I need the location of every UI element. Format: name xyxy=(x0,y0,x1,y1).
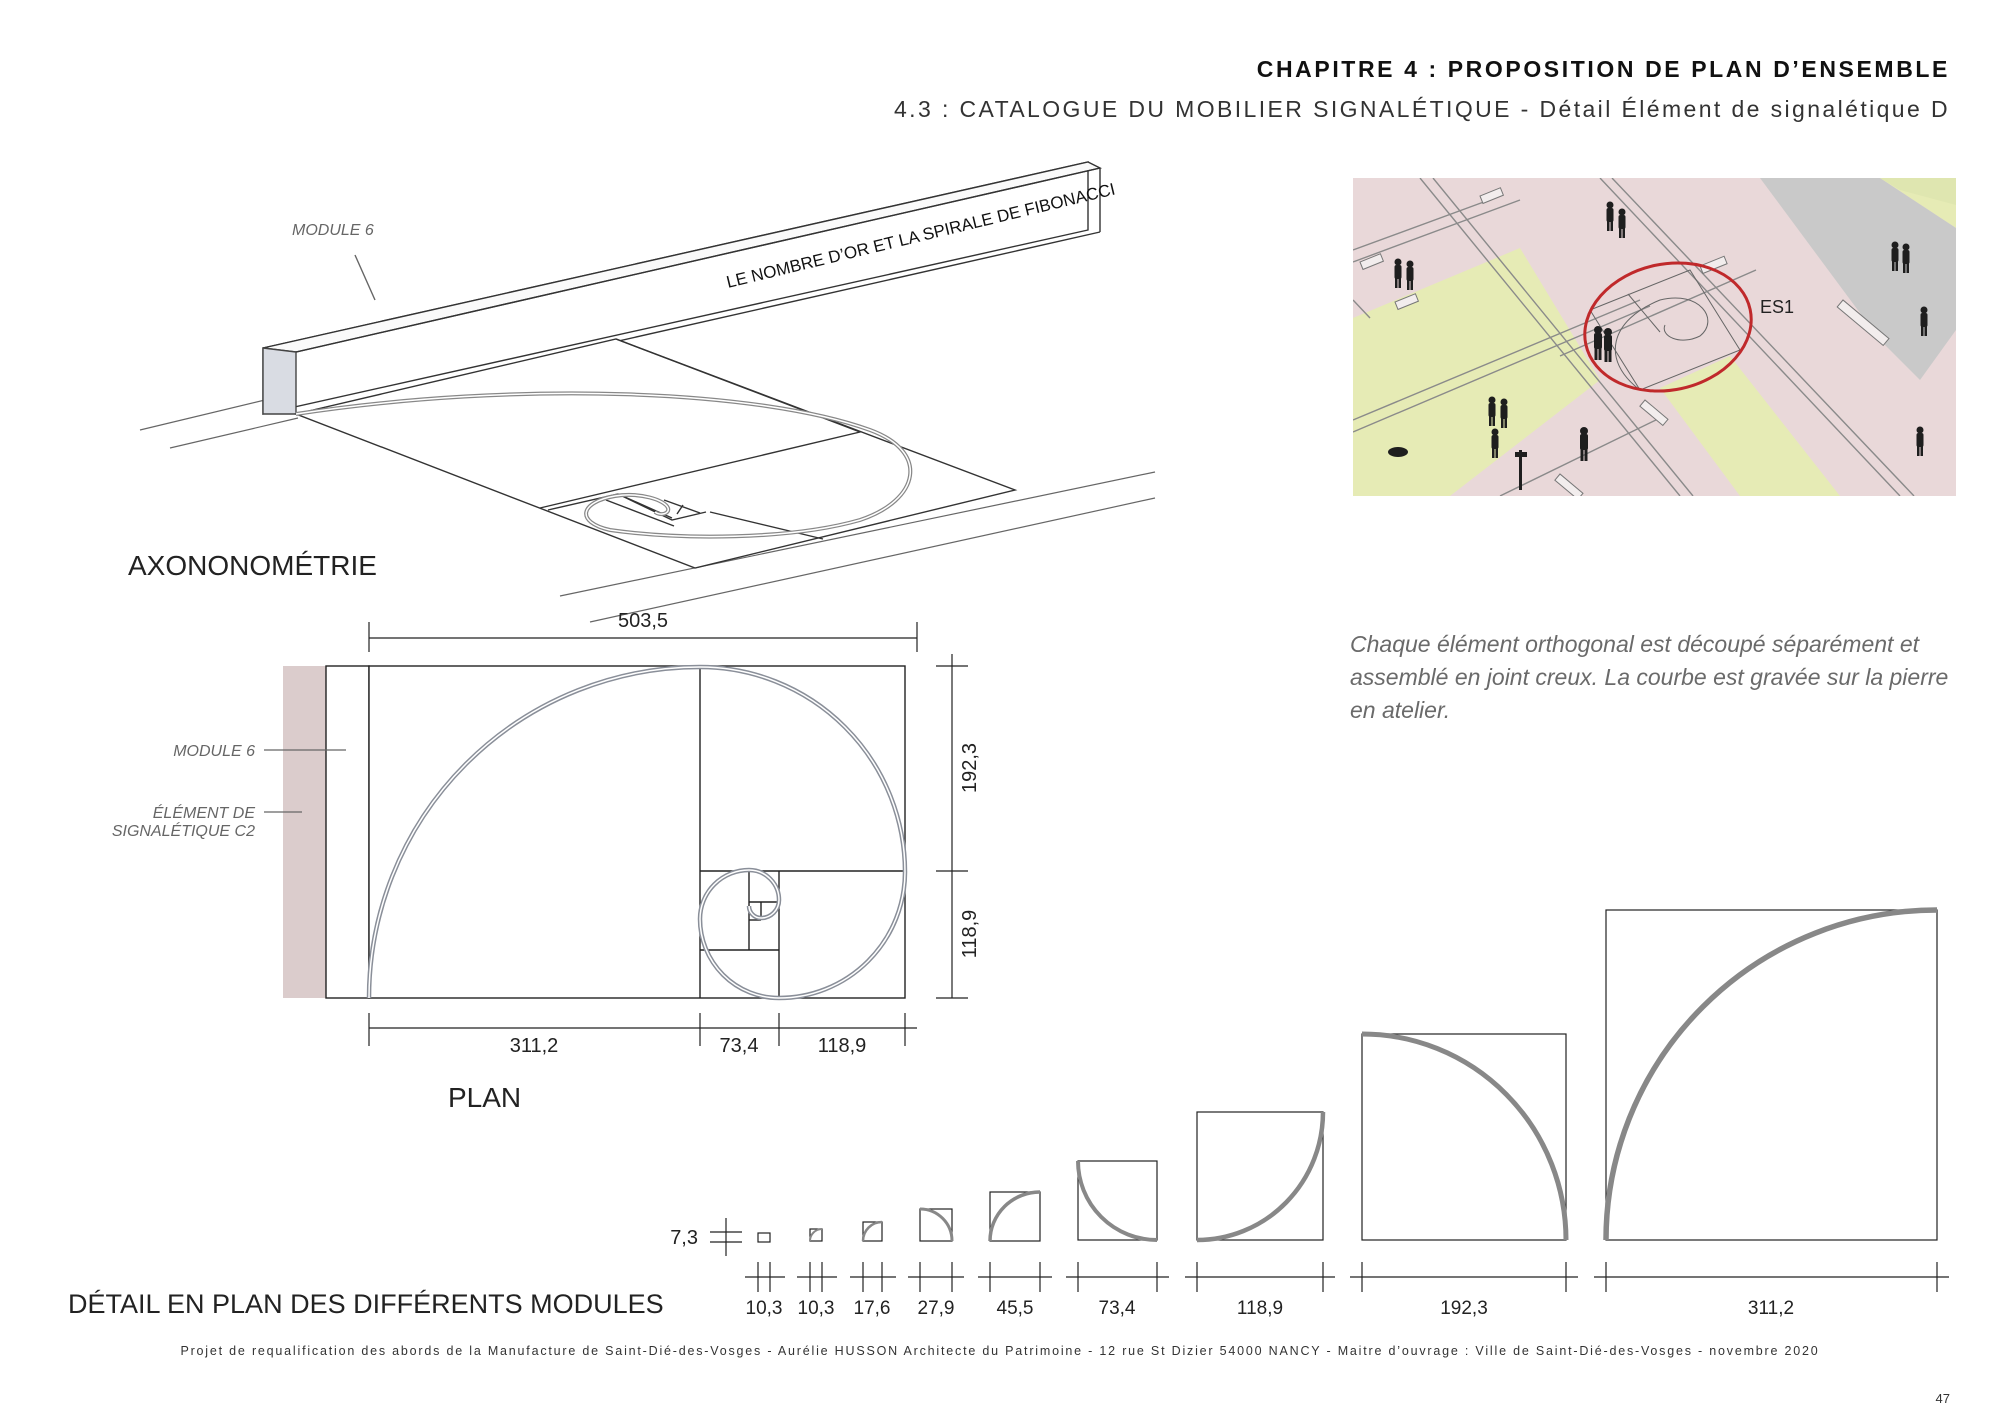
module-size-label-2: 10,3 xyxy=(797,1298,835,1319)
module-size-label-4: 27,9 xyxy=(917,1298,955,1319)
module-size-label-6: 73,4 xyxy=(1098,1298,1136,1319)
module-size-label-3: 17,6 xyxy=(853,1298,891,1319)
section-subtitle: 4.3 : CATALOGUE DU MOBILIER SIGNALÉTIQUE - Détail Élément de signalétique D xyxy=(893,96,1950,122)
module-6-band xyxy=(326,666,369,998)
module-6-leader xyxy=(355,255,375,300)
module-size-label-1: 10,3 xyxy=(745,1298,783,1319)
dim-bottom-label-3: 118,9 xyxy=(817,1035,867,1057)
plan-module-label: MODULE 6 xyxy=(173,743,255,760)
beam-engraved-text: LE NOMBRE D’OR ET LA SPIRALE DE FIBONACCI xyxy=(724,179,1118,292)
module-dimension-lines xyxy=(745,1262,1949,1292)
dim-total-label: 503,5 xyxy=(617,610,669,632)
modules-title: DÉTAIL EN PLAN DES DIFFÉRENTS MODULES xyxy=(68,1289,664,1319)
axono-module-label: MODULE 6 xyxy=(292,222,374,239)
plan-view xyxy=(264,622,968,1046)
page-number: 47 xyxy=(1935,1391,1950,1406)
beam-top-face xyxy=(263,162,1100,352)
module-1 xyxy=(758,1233,770,1242)
module-size-label-9: 311,2 xyxy=(1747,1298,1795,1319)
module-size-label-7: 118,9 xyxy=(1236,1298,1284,1319)
dim-bottom-label-1: 311,2 xyxy=(509,1035,559,1057)
axonometry-title: AXONONOMÉTRIE xyxy=(128,550,377,581)
footer-credits: Projet de requalification des abords de la Manufacture de Saint-Dié-des-Vosges - Aurélie HUSSON Architecte du Patrimoine - 12 rue St Dizier 54000 NANCY - Maitre d’ouvrage : Ville de Saint-Dié-des-Vosges - novembre 2020 xyxy=(180,1344,1820,1358)
module-height-label: 7,3 xyxy=(670,1227,698,1249)
dim-right-label-1: 192,3 xyxy=(959,742,981,794)
plan-element-label-line2: SIGNALÉTIQUE C2 xyxy=(111,823,255,840)
context-aerial-view xyxy=(1353,178,1956,499)
module-9 xyxy=(1606,910,1937,1240)
module-size-label-8: 192,3 xyxy=(1440,1298,1488,1319)
signage-element-c2-band xyxy=(283,666,326,998)
ground-line xyxy=(170,418,298,448)
es1-label: ES1 xyxy=(1760,297,1795,317)
chapter-title: CHAPITRE 4 : PROPOSITION DE PLAN D’ENSEMBLE xyxy=(1256,56,1950,82)
construction-note: Chaque élément orthogonal est découpé séparément et assemblé en joint creux. La courbe est gravée sur la pierre en atelier. xyxy=(1350,631,1949,723)
dim-right-label-2: 118,9 xyxy=(959,909,981,959)
module-8 xyxy=(1362,1034,1566,1240)
module-size-label-5: 45,5 xyxy=(996,1298,1034,1319)
plan-outline xyxy=(369,666,905,998)
dim-bottom-label-2: 73,4 xyxy=(719,1035,759,1057)
plan-element-label-line1: ÉLÉMENT DE xyxy=(152,805,255,822)
plan-title: PLAN xyxy=(448,1082,522,1113)
beam-end-face xyxy=(263,348,296,414)
